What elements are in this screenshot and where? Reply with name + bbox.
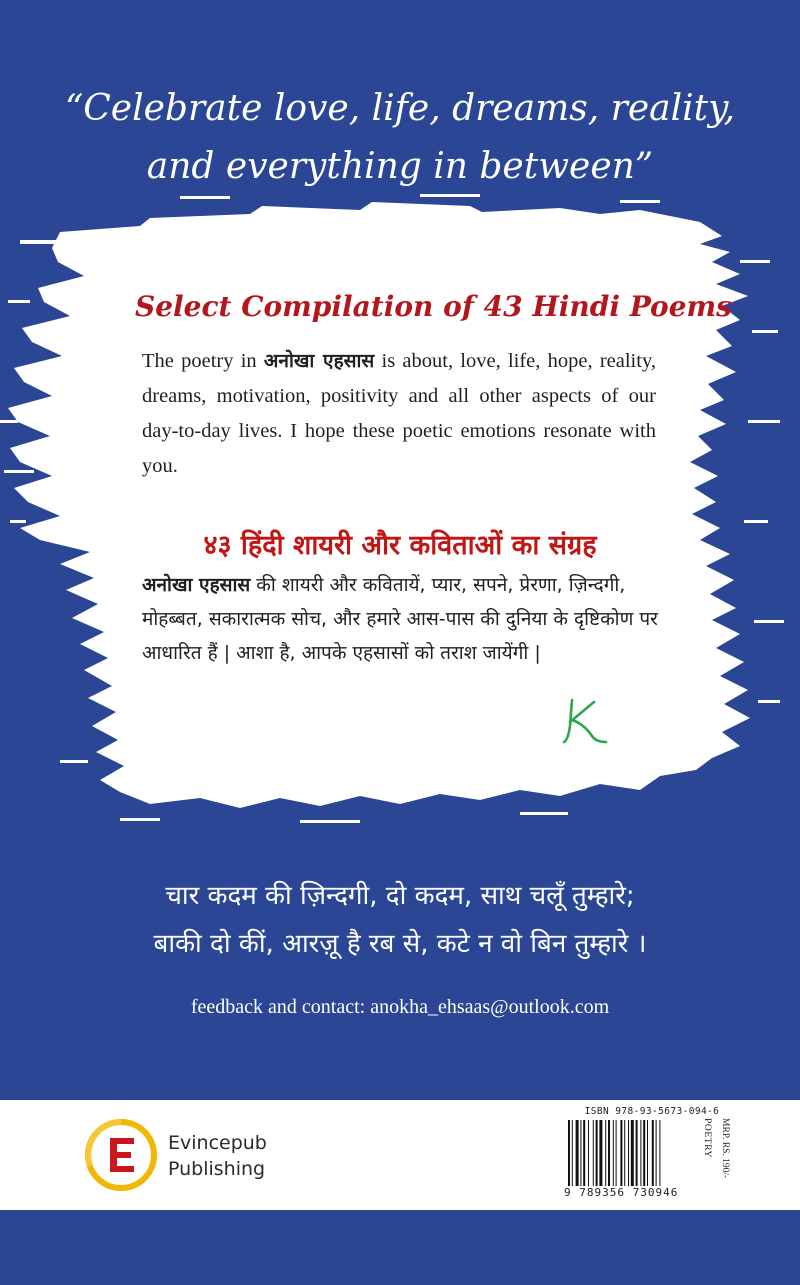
compilation-subtitle: Select Compilation of 43 Hindi Poems (135, 290, 732, 323)
hindi-subtitle: ४३ हिंदी शायरी और कविताओं का संग्रह (203, 530, 597, 561)
couplet (0, 872, 800, 968)
english-description (142, 344, 656, 484)
contact-info: feedback and contact: anokha_ehsaas@outlook.com (190, 996, 610, 1018)
isbn-barcode (564, 1106, 740, 1202)
category-label: POETRY (702, 1118, 712, 1159)
publisher-footer (0, 1100, 800, 1210)
book-title-inline: अनोखा एहसास (263, 350, 375, 372)
quote-line-2: and everything in between” (146, 146, 654, 187)
couplet-line-1: चार कदम की ज़िन्दगी, दो कदम, साथ चलूँ तुम्हारे; (165, 881, 635, 911)
couplet-line-2: बाकी दो कीं, आरज़ू है रब से, कटे न वो बिन तुम्हारे । (153, 929, 647, 959)
hindi-book-title-inline: अनोखा एहसास (142, 574, 251, 596)
barcode-bars (568, 1120, 688, 1186)
publisher-subname: Publishing (168, 1158, 266, 1180)
evincepub-logo-icon (82, 1116, 160, 1194)
english-text-after: is about, love, life, hope, reality, dreams, motivation, positivity and all other aspects of our day-to-day lives. I hope these poetic emotions resonate with you. (142, 350, 656, 477)
quote-line-1: “Celebrate love, life, dreams, reality, (64, 88, 736, 129)
isbn-number: 9 789356 730946 (564, 1186, 679, 1199)
price-label: MRP. RS. 190/- (720, 1118, 730, 1179)
hindi-description (142, 568, 662, 670)
hindi-text-rest: की शायरी और कवितायें, प्यार, सपने, प्रेरणा, ज़िन्दगी, मोहब्बत, सकारात्मक सोच, और हमारे आस-पास की दुनिया के दृष्टिकोण पर आधारित हैं | आशा है, आपके एहसासों को तराश जायेंगी | (142, 574, 658, 664)
bottom-band (0, 1210, 800, 1285)
isbn-label: ISBN 978-93-5673-094-6 (584, 1106, 720, 1117)
author-signature (562, 696, 610, 748)
publisher-name: Evincepub (168, 1132, 267, 1154)
english-text-before: The poetry in (142, 350, 264, 372)
